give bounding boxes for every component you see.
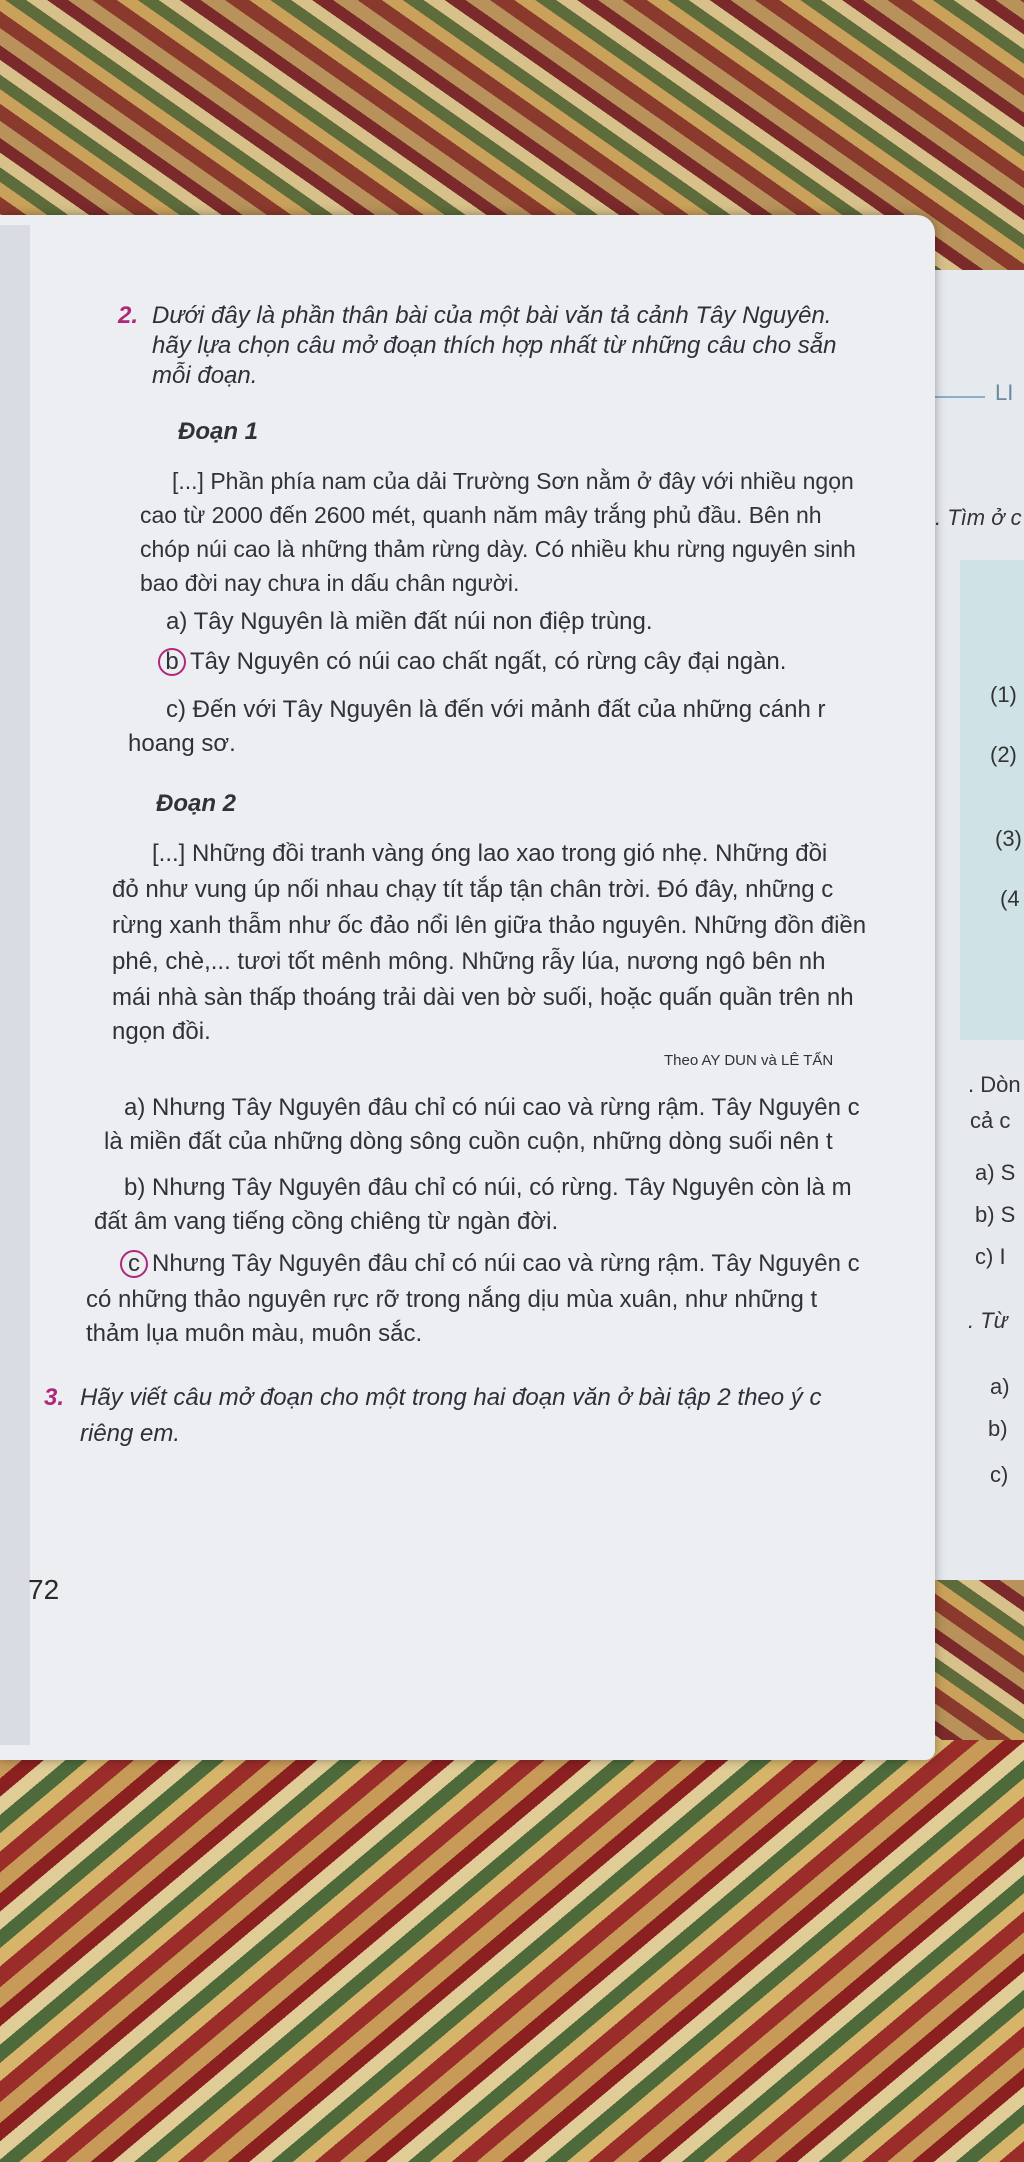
next-page-tu: . Từ <box>968 1308 1008 1333</box>
page-number: 72 <box>28 1574 60 1605</box>
next-page-abc1-b: b) S <box>975 1202 1016 1227</box>
doan-1-option-a-text: Tây Nguyên là miền đất núi non điệp trùng. <box>193 608 653 635</box>
doan-2-line-4: phê, chè,... tươi tốt mênh mông. Những rẫy lúa, nương ngô bên nh <box>112 948 826 975</box>
doan-1-heading: Đoạn 1 <box>178 418 259 445</box>
doan-1-line-1: [...] Phần phía nam của dải Trường Sơn nằm ở đây với nhiều ngọn <box>172 468 854 494</box>
next-page-tim: . Tìm ở c <box>935 505 1022 530</box>
exercise-3-line-2: riêng em. <box>80 1420 181 1447</box>
answer-circle-mark: c <box>120 1250 148 1278</box>
next-page-abc2-b: b) <box>988 1416 1008 1441</box>
next-page-panel <box>960 560 1024 1040</box>
doan-2-option-a-line-1: Nhưng Tây Nguyên đâu chỉ có núi cao và rừng rậm. Tây Nguyên c <box>152 1094 860 1121</box>
answer-circle-mark: b <box>158 648 186 676</box>
doan-1-line-4: bao đời nay chưa in dấu chân người. <box>140 570 520 596</box>
next-page-item-4: (4 <box>1000 886 1020 911</box>
next-page-item-1: (1) <box>990 682 1017 707</box>
doan-1-option-a <box>166 608 653 636</box>
page-edge <box>0 225 30 1745</box>
exercise-2-prompt-line-1: Dưới đây là phần thân bài của một bài văn tả cảnh Tây Nguyên. <box>152 302 832 329</box>
doan-2-option-b-label: b) <box>124 1174 146 1201</box>
exercise-3-line-1: Hãy viết câu mở đoạn cho một trong hai đoạn văn ở bài tập 2 theo ý c <box>80 1384 822 1411</box>
doan-1-line-2: cao từ 2000 đến 2600 mét, quanh năm mây trắng phủ đầu. Bên nh <box>140 502 822 528</box>
doan-2-option-a-line-2: là miền đất của những dòng sông cuồn cuộn, những dòng suối nên t <box>104 1128 833 1155</box>
doan-2-option-b <box>124 1174 852 1202</box>
doan-1-option-b-text: Tây Nguyên có núi cao chất ngất, có rừng cây đại ngàn. <box>190 648 787 675</box>
next-page-ca: cả c <box>970 1108 1011 1133</box>
doan-2-line-6: ngọn đồi. <box>112 1018 211 1045</box>
exercise-2-prompt-line-3: mỗi đoạn. <box>152 362 258 389</box>
next-page-item-2: (2) <box>990 742 1017 767</box>
doan-2-line-3: rừng xanh thẫm như ốc đảo nổi lên giữa thảo nguyên. Những đồn điền <box>112 912 867 939</box>
doan-2-option-a <box>124 1094 860 1122</box>
doan-1-line-3: chóp núi cao là những thảm rừng dày. Có nhiều khu rừng nguyên sinh <box>140 536 856 562</box>
doan-1-option-c-text: Đến với Tây Nguyên là đến với mảnh đất của những cánh r <box>192 696 826 723</box>
next-page-abc2-c: c) <box>990 1462 1009 1487</box>
doan-2-line-5: mái nhà sàn thấp thoáng trải dài ven bờ suối, hoặc quấn quần trên nh <box>112 984 854 1011</box>
source-credit: Theo AY DUN và LÊ TẤN <box>664 1052 834 1069</box>
doan-1-option-c-label: c) <box>166 696 186 723</box>
doan-2-heading: Đoạn 2 <box>156 790 237 817</box>
next-page-abc2-a: a) <box>990 1374 1010 1399</box>
doan-1-option-c-cont: hoang sơ. <box>128 730 236 757</box>
doan-2-line-2: đỏ như vung úp nối nhau chạy tít tắp tận chân trời. Đó đây, những c <box>112 876 834 903</box>
woven-mat-bottom <box>0 1740 1024 2162</box>
doan-2-option-c-line-3: thảm lụa muôn màu, muôn sắc. <box>86 1320 423 1347</box>
exercise-3-number: 3. <box>44 1384 65 1411</box>
exercise-2-prompt-line-2: hãy lựa chọn câu mở đoạn thích hợp nhất từ những câu cho sẵn <box>152 332 837 359</box>
next-page-abc1-a: a) S <box>975 1160 1016 1185</box>
doan-1-option-a-label: a) <box>166 608 188 635</box>
next-page-don: . Dòn <box>968 1072 1021 1097</box>
doan-2-option-c <box>120 1250 860 1278</box>
exercise-2-number: 2. <box>118 302 139 329</box>
doan-2-option-b-line-1: Nhưng Tây Nguyên đâu chỉ có núi, có rừng. Tây Nguyên còn là m <box>152 1174 852 1201</box>
doan-2-line-1: [...] Những đồi tranh vàng óng lao xao trong gió nhẹ. Những đồi <box>152 840 828 867</box>
doan-2-option-c-line-1: Nhưng Tây Nguyên đâu chỉ có núi cao và rừng rậm. Tây Nguyên c <box>152 1250 860 1277</box>
doan-2-option-b-line-2: đất âm vang tiếng cồng chiêng từ ngàn đời. <box>94 1208 559 1235</box>
next-page-item-3: (3) <box>995 826 1022 851</box>
doan-1-option-b <box>158 648 786 676</box>
next-page-mark: LI <box>995 380 1014 405</box>
next-page-accent-line <box>933 396 985 398</box>
doan-1-option-c <box>166 696 825 724</box>
doan-2-option-c-line-2: có những thảo nguyên rực rỡ trong nắng dịu mùa xuân, như những t <box>86 1286 818 1313</box>
doan-2-option-a-label: a) <box>124 1094 146 1121</box>
woven-mat-top <box>0 0 1024 230</box>
next-page-abc1-c: c) I <box>975 1244 1006 1269</box>
